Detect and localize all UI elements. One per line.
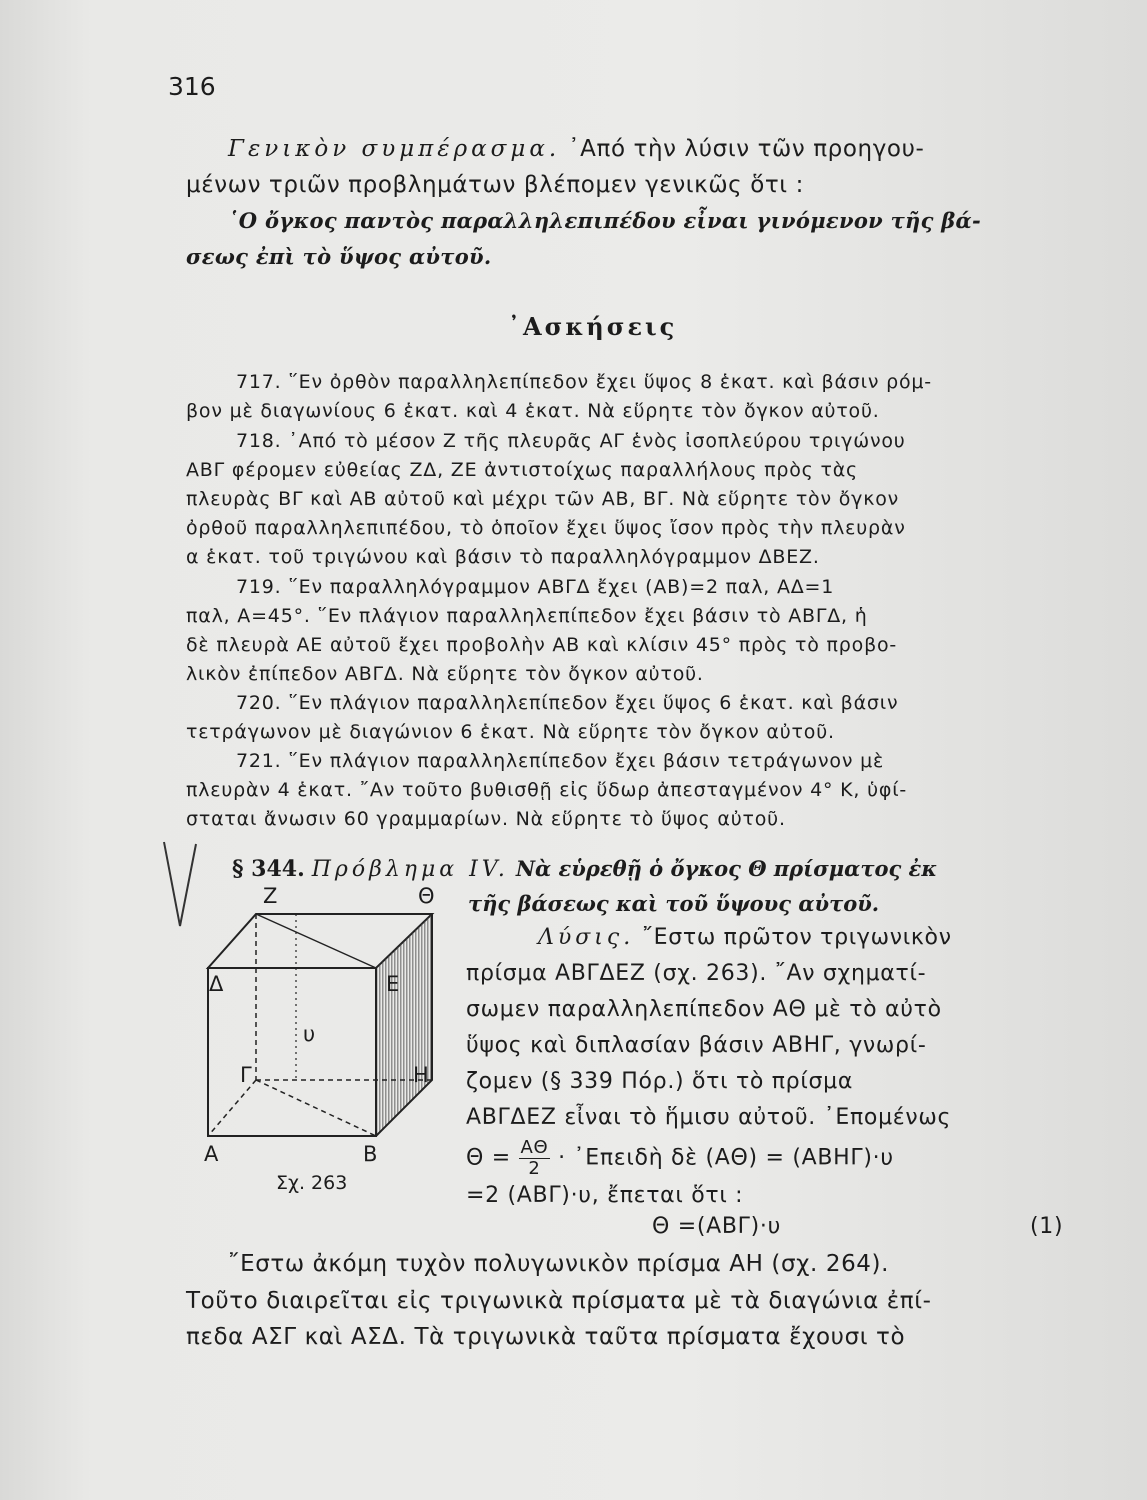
exercise-line: βον μὲ διαγωνίους 6 ἑκατ. καὶ 4 ἑκατ. Νὰ εὕρητε τὸν ὄγκον αὐτοῦ.: [186, 400, 880, 422]
exercises-heading: ᾿Ασκήσεις: [508, 312, 678, 341]
closing-line-2: Τοῦτο διαιρεῖται εἰς τριγωνικὰ πρίσματα μὲ τὰ διαγώνια ἐπί-: [186, 1288, 932, 1314]
exercise-line: α ἑκατ. τοῦ τριγώνου καὶ βάσιν τὸ παραλληλόγραμμον ΔΒΕΖ.: [186, 546, 820, 568]
prism-figure: [196, 880, 456, 1170]
prism-top-diagonal: [256, 914, 376, 968]
exercise-line: 719. ῞Εν παραλληλόγραμμον ΑΒΓΔ ἔχει (ΑΒ)=2 παλ, ΑΔ=1: [236, 576, 835, 598]
conclusion-line-2: μένων τριῶν προβλημάτων βλέπομεν γενικῶς ὅτι :: [186, 172, 804, 198]
figure-label-beta: Β: [363, 1142, 378, 1166]
prism-front-face: [208, 968, 376, 1136]
section-title-line-2: τῆς βάσεως καὶ τοῦ ὕψους αὐτοῦ.: [468, 891, 880, 916]
exercise-line: πλευρὰν 4 ἑκατ. ῎Αν τοῦτο βυθισθῇ εἰς ὕδωρ ἀπεσταγμένον 4° Κ, ὑφί-: [186, 779, 908, 801]
solution-line-3: σωμεν παραλληλεπίπεδον ΑΘ μὲ τὸ αὐτὸ: [466, 997, 942, 1022]
closing-line-3: πεδα ΑΣΓ καὶ ΑΣΔ. Τὰ τριγωνικὰ ταῦτα πρίσματα ἔχουσι τὸ: [186, 1324, 906, 1350]
rule-line-2: σεως ἐπὶ τὸ ὕψος αὐτοῦ.: [186, 244, 492, 269]
exercise-line: 721. ῞Εν πλάγιον παραλληλεπίπεδον ἔχει βάσιν τετράγωνον μὲ: [236, 750, 885, 772]
figure-label-gamma: Γ: [240, 1063, 252, 1087]
exercise-line: πλευρὰς ΒΓ καὶ ΑΒ αὐτοῦ καὶ μέχρι τῶν ΑΒ, ΒΓ. Νὰ εὕρητε τὸν ὄγκον: [186, 488, 900, 510]
figure-label-zeta: Ζ: [263, 884, 278, 908]
solution-line-2: πρίσμα ΑΒΓΔΕΖ (σχ. 263). ῎Αν σχηματί-: [466, 961, 927, 986]
section-number: § 344.: [232, 856, 305, 882]
exercise-line: λικὸν ἐπίπεδον ΑΒΓΔ. Νὰ εὕρητε τὸν ὄγκον αὐτοῦ.: [186, 663, 704, 685]
closing-line-1: ῎Εστω ἀκόμη τυχὸν πολυγωνικὸν πρίσμα ΑΗ (σχ. 264).: [228, 1251, 890, 1277]
fraction-numerator: ΑΘ: [520, 1137, 549, 1158]
exercise-line: παλ, Α=45°. ῞Εν πλάγιον παραλληλεπίπεδον ἔχει βάσιν τὸ ΑΒΓΔ, ἡ: [186, 605, 868, 627]
exercise-line: δὲ πλευρὰ ΑΕ αὐτοῦ ἔχει προβολὴν ΑΒ καὶ κλίσιν 45° πρὸς τὸ προβο-: [186, 634, 898, 656]
conclusion-label: Γενικὸν συμπέρασμα.: [228, 136, 561, 162]
solution-line-4: ὕψος καὶ διπλασίαν βάσιν ΑΒΗΓ, γνωρί-: [466, 1033, 927, 1058]
figure-label-theta: Θ: [418, 884, 435, 908]
figure-label-alpha: Α: [204, 1142, 219, 1166]
exercise-line: 718. ᾿Από τὸ μέσον Ζ τῆς πλευρᾶς ΑΓ ἑνὸς ἰσοπλεύρου τριγώνου: [236, 430, 906, 452]
prism-hidden-base-diagonal: [256, 1080, 376, 1136]
equation-lhs: Θ =: [466, 1145, 511, 1171]
conclusion-line-1: [228, 136, 924, 162]
solution-line-6: ΑΒΓΔΕΖ εἶναι τὸ ἥμισυ αὐτοῦ. ᾿Επομένως: [466, 1105, 952, 1130]
exercise-line: ΑΒΓ φέρομεν εὐθείας ΖΔ, ΖΕ ἀντιστοίχως παραλλήλους πρὸς τὰς: [186, 459, 858, 481]
solution-line7-text: ᾿Επειδὴ δὲ (ΑΘ) = (ΑΒΗΓ)·υ: [573, 1145, 894, 1171]
solution-label: Λύσις.: [538, 925, 635, 950]
exercise-line: σταται ἄνωσιν 60 γραμμαρίων. Νὰ εὕρητε τὸ ὕψος αὐτοῦ.: [186, 808, 786, 830]
exercise-line: 720. ῞Εν πλάγιον παραλληλεπίπεδον ἔχει ὕψος 6 ἑκατ. καὶ βάσιν: [236, 692, 899, 714]
equation-fraction: [519, 1138, 551, 1179]
figure-label-epsilon: Ε: [386, 972, 400, 996]
figure-label-eta: Η: [413, 1063, 429, 1087]
section-title-line-1: [232, 856, 937, 882]
main-equation: Θ =(ΑΒΓ)·υ: [652, 1214, 782, 1239]
prism-right-face-shading: [376, 914, 432, 1136]
exercise-line: 717. ῞Εν ὀρθὸν παραλληλεπίπεδον ἔχει ὕψος 8 ἑκατ. καὶ βάσιν ρόμ-: [236, 371, 932, 393]
solution-line-5: ζομεν (§ 339 Πόρ.) ὅτι τὸ πρίσμα: [466, 1069, 854, 1094]
fraction-denominator: 2: [528, 1158, 541, 1179]
prism-hidden-edge-ga: [208, 1080, 256, 1136]
figure-caption: Σχ. 263: [276, 1172, 348, 1194]
page-number: 316: [168, 72, 216, 101]
exercise-line: ὀρθοῦ παραλληλεπιπέδου, τὸ ὁποῖον ἔχει ὕψος ἴσον πρὸς τὴν πλευρὰν: [186, 517, 906, 539]
equation-number: (1): [1030, 1214, 1064, 1239]
solution-line-8: =2 (ΑΒΓ)·υ, ἔπεται ὅτι :: [466, 1183, 744, 1208]
figure-label-delta: Δ: [209, 972, 224, 996]
section-problem-label: Πρόβλημα IV.: [311, 857, 509, 882]
figure-label-upsilon: υ: [303, 1022, 316, 1046]
conclusion-line1-text: ᾿Από τὴν λύσιν τῶν προηγου-: [568, 136, 925, 162]
section-title-text: Νὰ εὑρεθῇ ὁ ὄγκος Θ πρίσματος ἐκ: [515, 856, 938, 881]
exercise-line: τετράγωνον μὲ διαγώνιον 6 ἑκατ. Νὰ εὕρητε τὸν ὄγκον αὐτοῦ.: [186, 721, 835, 743]
solution-line-1: [538, 925, 952, 950]
solution-line1-text: ῎Εστω πρῶτον τριγωνικὸν: [641, 925, 952, 950]
solution-line-7: Θ = $\frac{A\Theta}{2}$ · ᾿Επειδὴ δὲ (ΑΘ) = (ΑΒΗΓ)·υ: [466, 1137, 894, 1179]
rule-line-1: ῾Ο ὄγκος παντὸς παραλληλεπιπέδου εἶναι γινόμενον τῆς βά-: [228, 208, 982, 233]
